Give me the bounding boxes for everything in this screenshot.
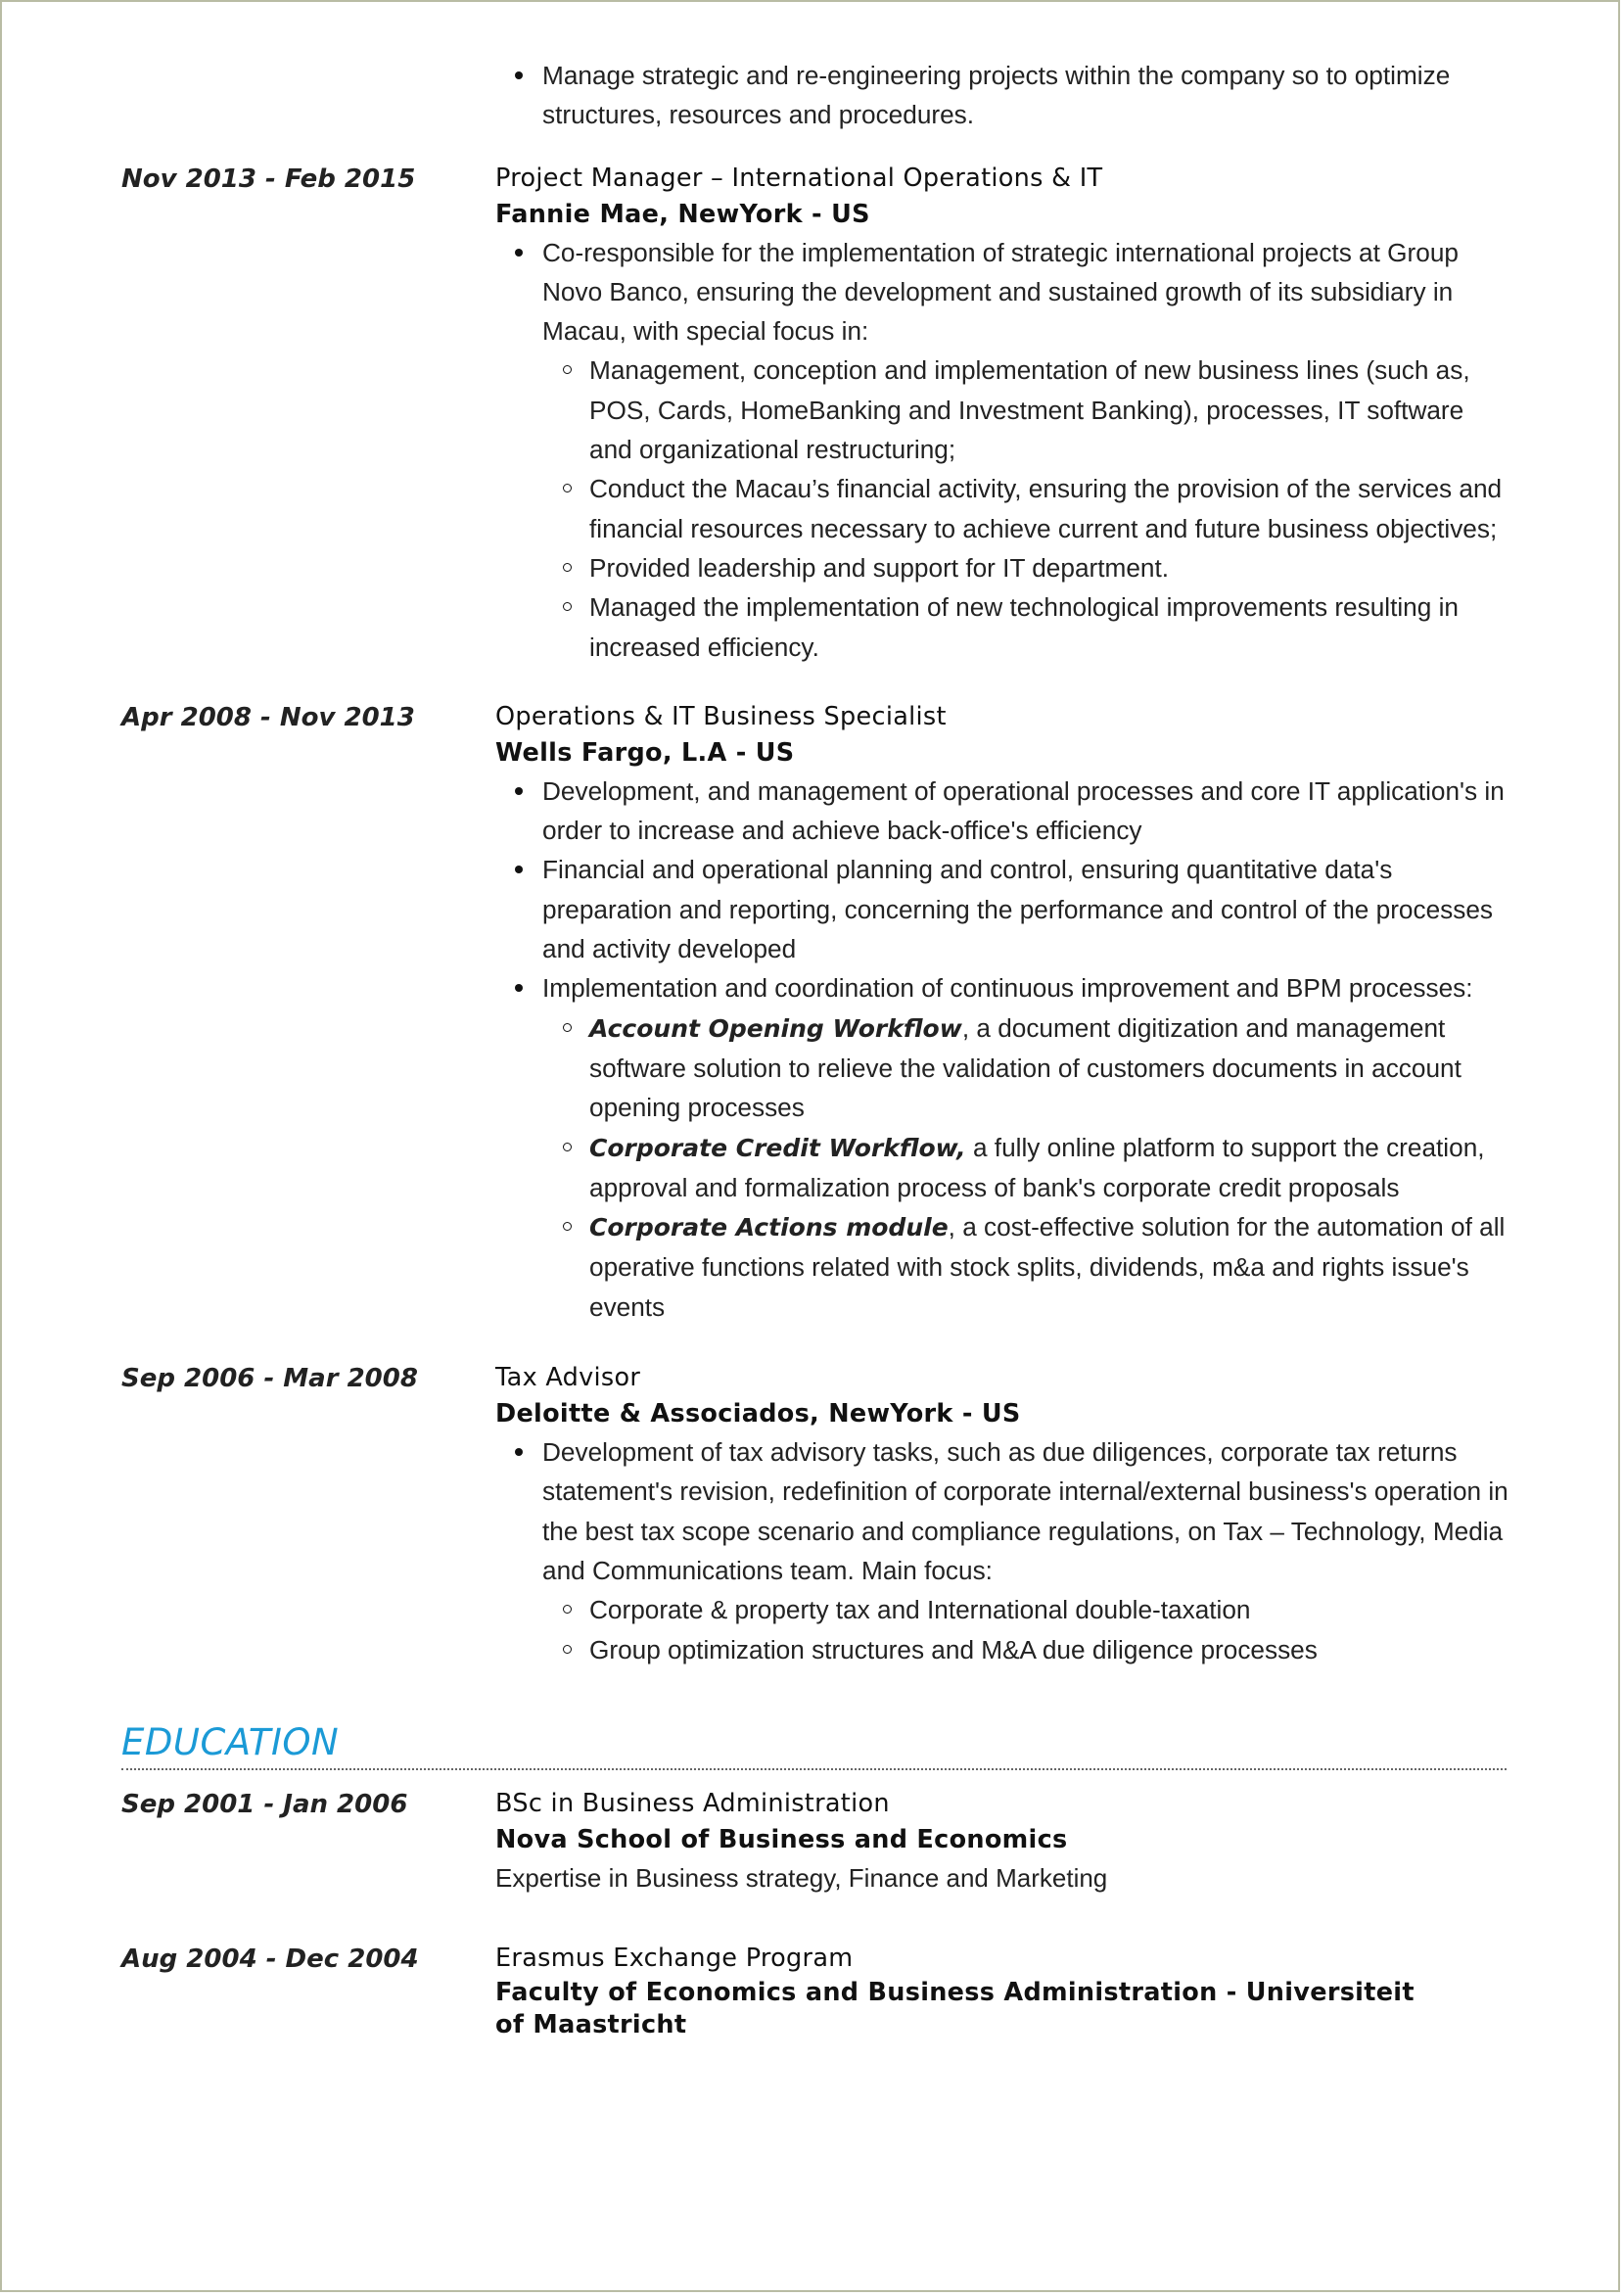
sub-bullet-list — [542, 351, 1509, 666]
entry-date: Apr 2008 - Nov 2013 — [121, 702, 415, 732]
project-description: , a cost-effective solution for the automation of all operative functions related with stock splits, dividends, m&a and rights issue's events — [589, 1212, 1506, 1322]
employer: Fannie Mae, NewYork - US — [495, 199, 870, 229]
education-entry — [121, 1786, 1509, 1898]
bullet-text: Development of tax advisory tasks, such as due diligences, corporate tax returns statement's revision, redefinition of corporate internal/external business's operation in the best tax scope scenario and compliance regulations, on Tax – Technology, Media and Communications team. Main focus: — [542, 1437, 1508, 1585]
entry-date: Nov 2013 - Feb 2015 — [121, 164, 416, 194]
employer: Wells Fargo, L.A - US — [495, 737, 795, 768]
job-title: Operations & IT Business Specialist — [495, 701, 947, 731]
sub-bullet-list — [542, 1590, 1509, 1669]
bullet-item: Manage strategic and re-engineering projects within the company so to optimize structures, resources and procedures. — [495, 56, 1509, 135]
sub-bullet-item — [542, 1207, 1509, 1327]
entry-date: Aug 2004 - Dec 2004 — [121, 1944, 419, 1974]
experience-entry — [121, 699, 1509, 1327]
entry-date: Sep 2006 - Mar 2008 — [121, 1364, 418, 1394]
project-description: , a document digitization and management software solution to relieve the validation of customers documents in account opening processes — [589, 1012, 1462, 1123]
bullet-list — [495, 233, 1509, 667]
job-title: Tax Advisor — [495, 1363, 641, 1393]
entry-body — [495, 699, 1509, 1327]
intro-continuation — [121, 56, 1509, 135]
degree-title: Erasmus Exchange Program — [495, 1943, 854, 1973]
bullet-item — [495, 233, 1509, 667]
section-heading: EDUCATION — [121, 1720, 340, 1763]
entry-body — [495, 1786, 1509, 1898]
education-description: Expertise in Business strategy, Finance and Marketing — [495, 1862, 1108, 1893]
section-divider — [121, 1768, 1507, 1770]
sub-bullet-item: Management, conception and implementation of new business lines (such as, POS, Cards, HomeBanking and Investment Banking), processes, IT software and organizational restructuring; — [542, 351, 1509, 469]
sub-bullet-item — [542, 1008, 1509, 1128]
bullet-item: Development, and management of operational processes and core IT application's in order to increase and achieve back-office's efficiency — [495, 772, 1509, 851]
institution: Faculty of Economics and Business Administration - Universiteit of Maastricht — [495, 1977, 1415, 2039]
project-name: Corporate Actions module — [589, 1213, 949, 1242]
sub-bullet-item — [542, 1128, 1509, 1208]
experience-entry — [121, 1360, 1509, 1669]
experience-entry — [121, 161, 1509, 667]
entry-body — [495, 56, 1509, 135]
sub-bullet-item: Group optimization structures and M&A due diligence processes — [542, 1630, 1509, 1669]
bullet-text: Implementation and coordination of continuous improvement and BPM processes: — [542, 973, 1473, 1004]
bullet-list — [495, 772, 1509, 1327]
sub-bullet-item: Managed the implementation of new technological improvements resulting in increased efficiency. — [542, 587, 1509, 667]
bullet-item — [495, 968, 1509, 1327]
education-entry — [121, 1941, 1509, 2041]
sub-bullet-item: Provided leadership and support for IT department. — [542, 548, 1509, 587]
job-title: Project Manager – International Operations & IT — [495, 163, 1103, 193]
bullet-item — [495, 1432, 1509, 1669]
entry-body — [495, 1360, 1509, 1669]
resume-content — [121, 56, 1509, 2041]
project-name: Corporate Credit Workflow, — [589, 1133, 966, 1162]
sub-bullet-item: Conduct the Macau’s financial activity, ensuring the provision of the services and financial resources necessary to achieve current and future business objectives; — [542, 469, 1509, 548]
sub-bullet-list — [542, 1008, 1509, 1327]
entry-date: Sep 2001 - Jan 2006 — [121, 1789, 408, 1819]
bullet-text: Co-responsible for the implementation of strategic international projects at Group Novo Banco, ensuring the development and sustained growth of its subsidiary in Macau, with special focus in: — [542, 237, 1459, 347]
bullet-list — [495, 1432, 1509, 1669]
sub-bullet-item: Corporate & property tax and International double-taxation — [542, 1590, 1509, 1629]
entry-date-spacer — [121, 56, 495, 135]
bullet-item: Financial and operational planning and control, ensuring quantitative data's preparation and reporting, concerning the performance and control of the processes and activity developed — [495, 850, 1509, 968]
bullet-list — [495, 56, 1509, 135]
project-name: Account Opening Workflow — [589, 1013, 962, 1043]
entry-body — [495, 1941, 1509, 2041]
degree-title: BSc in Business Administration — [495, 1788, 890, 1818]
employer: Deloitte & Associados, NewYork - US — [495, 1399, 1021, 1429]
entry-body — [495, 161, 1509, 667]
education-section — [121, 1720, 1509, 1770]
institution: Nova School of Business and Economics — [495, 1824, 1068, 1854]
project-description: a fully online platform to support the creation, approval and formalization process of bank's corporate credit proposals — [589, 1132, 1485, 1202]
